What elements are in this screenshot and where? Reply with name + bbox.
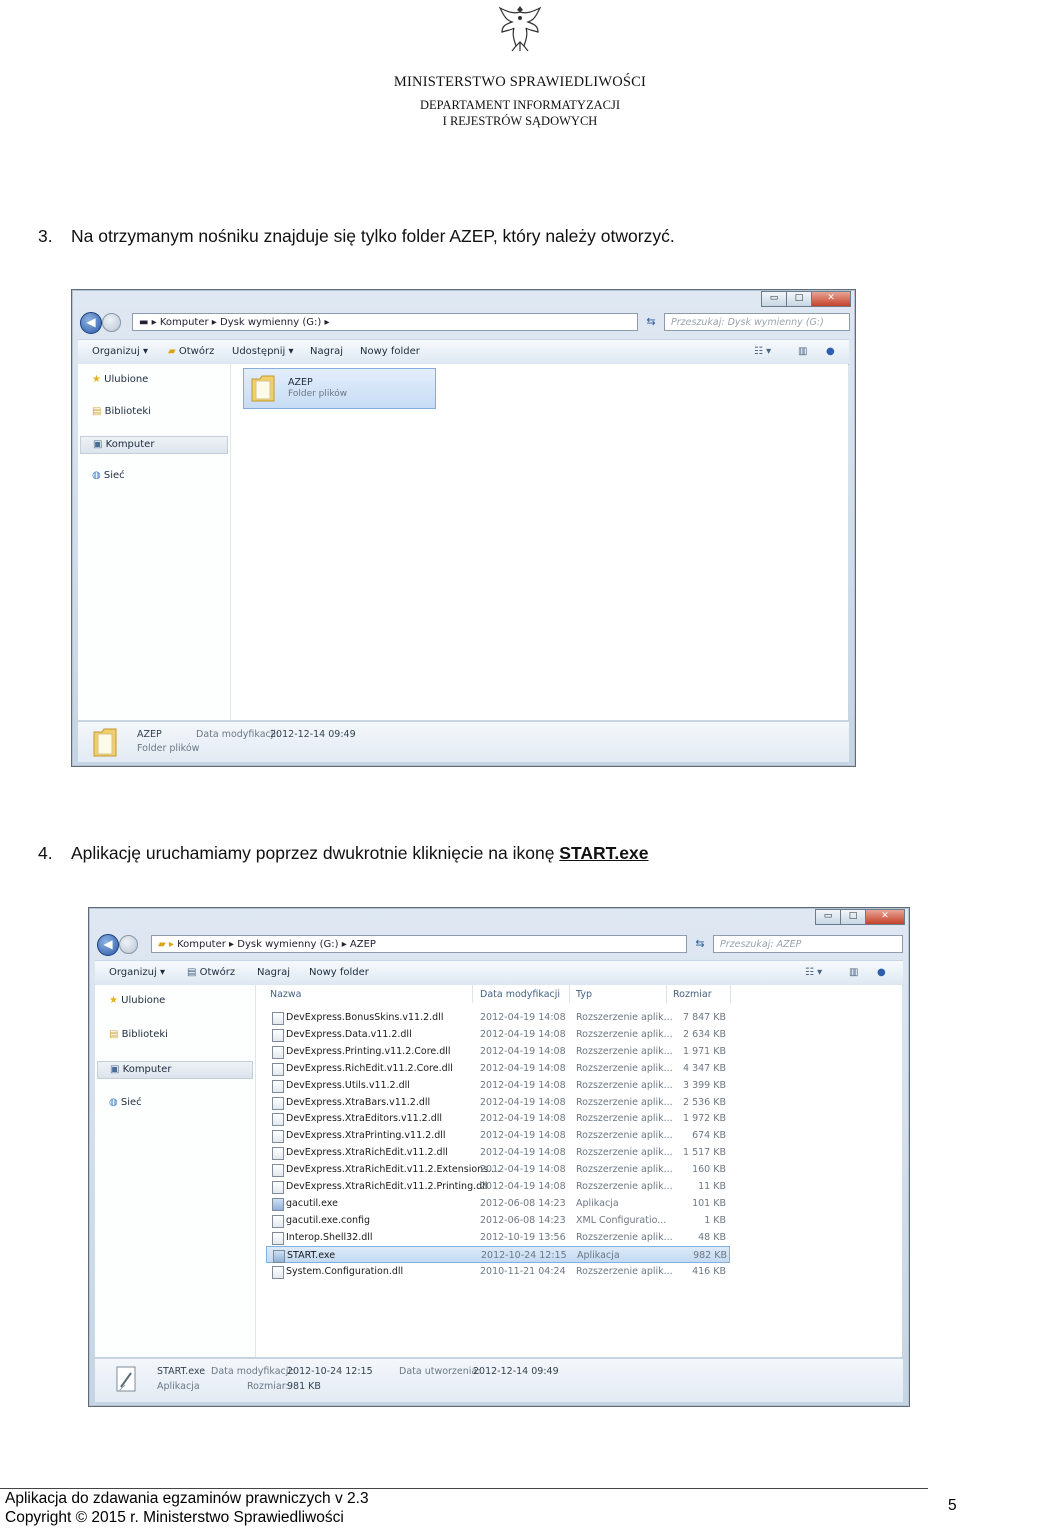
details-created-value: 2012-12-14 09:49 (473, 1366, 559, 1377)
file-row[interactable] (266, 1195, 730, 1212)
file-type: Rozszerzenie aplik... (576, 1079, 673, 1091)
nav-favorites[interactable]: ★ Ulubione (92, 374, 149, 385)
file-type: Rozszerzenie aplik... (576, 1062, 673, 1074)
file-date: 2010-11-21 04:24 (480, 1265, 566, 1277)
forward-arrow-icon[interactable] (119, 935, 138, 954)
view-options-icon[interactable]: ☷ ▾ (754, 346, 772, 357)
star-icon: ★ (92, 374, 105, 385)
maximize-button[interactable]: □ (840, 909, 866, 925)
step-4 (38, 843, 648, 864)
file-type: Rozszerzenie aplik... (576, 1147, 673, 1159)
refresh-icon[interactable]: ⇆ (646, 315, 656, 328)
file-type: Rozszerzenie aplik... (576, 1265, 673, 1277)
details-name: AZEP (137, 729, 162, 740)
file-icon (272, 1164, 284, 1177)
file-type: Rozszerzenie aplik... (576, 1181, 673, 1192)
file-name: DevExpress.BonusSkins.v11.2.dll (286, 1012, 444, 1023)
breadcrumb-drive[interactable]: Dysk wymienny (G:) (237, 939, 339, 950)
file-type: Rozszerzenie aplik... (576, 1045, 673, 1057)
file-name: gacutil.exe.config (286, 1214, 371, 1226)
file-icon (272, 1266, 284, 1279)
file-name: DevExpress.Printing.v11.2.Core.dll (286, 1045, 451, 1057)
nav-favorites[interactable]: ★ Ulubione (109, 995, 166, 1006)
file-icon (272, 1012, 284, 1025)
file-row[interactable] (266, 1060, 730, 1077)
back-arrow-icon[interactable]: ◀ (80, 312, 102, 334)
file-icon (272, 1080, 284, 1093)
file-name: System.Configuration.dll (286, 1265, 404, 1277)
file-size: 1 KB (704, 1214, 726, 1226)
file-date: 2012-04-19 14:08 (480, 1181, 566, 1192)
star-icon: ★ (109, 995, 122, 1006)
breadcrumb-computer[interactable]: Komputer (177, 939, 226, 950)
file-icon (272, 1181, 284, 1194)
nav-computer[interactable]: ▣ Komputer (80, 436, 228, 454)
file-icon (272, 1097, 284, 1110)
command-bar (95, 960, 903, 986)
file-size: 674 KB (692, 1130, 726, 1142)
new-folder-button[interactable]: Nowy folder (360, 346, 420, 357)
breadcrumb-drive[interactable]: Dysk wymienny (G:) (220, 317, 322, 328)
footer-copyright: Copyright © 2015 r. Ministerstwo Sprawiedliwości (5, 1509, 344, 1526)
breadcrumb-computer[interactable]: Komputer (159, 317, 209, 328)
address-bar[interactable]: ▬ ▸ Komputer ▸ Dysk wymienny (G:) ▸ (132, 313, 638, 331)
new-folder-button[interactable]: Nowy folder (309, 967, 369, 978)
navigation-pane (95, 985, 256, 1357)
nav-network[interactable]: ◍ Sieć (109, 1097, 142, 1108)
file-date: 2012-06-08 14:23 (480, 1197, 566, 1209)
details-created-label: Data utworzenia: (399, 1366, 481, 1377)
file-date: 2012-04-19 14:08 (480, 1028, 566, 1040)
file-date: 2012-06-08 14:23 (480, 1214, 566, 1226)
open-button[interactable]: ▰ Otwórz (168, 346, 215, 357)
file-row[interactable] (266, 1110, 730, 1127)
file-icon (272, 1063, 284, 1076)
organize-button[interactable]: Organizuj ▾ (92, 346, 148, 357)
explorer-window-drive (71, 289, 856, 767)
title-bar (89, 908, 909, 924)
search-input[interactable]: Przeszukaj: AZEP (713, 935, 903, 953)
folder-icon (250, 373, 276, 403)
polish-eagle-emblem-icon (496, 2, 544, 52)
file-row[interactable] (266, 1026, 730, 1043)
application-icon (272, 1198, 284, 1211)
open-button[interactable]: ▤ Otwórz (187, 967, 236, 978)
file-date: 2012-04-19 14:08 (480, 1164, 566, 1176)
maximize-button[interactable]: □ (786, 291, 812, 307)
file-date: 2012-04-19 14:08 (480, 1012, 566, 1023)
file-row[interactable] (266, 1043, 730, 1060)
library-icon: ▤ (92, 406, 105, 417)
start-exe-emphasis: START.exe (559, 843, 649, 863)
back-arrow-icon[interactable]: ◀ (97, 934, 119, 956)
department-line-1: DEPARTAMENT INFORMATYZACJI (419, 98, 620, 112)
share-button[interactable]: Udostępnij ▾ (232, 346, 294, 357)
file-icon (272, 1130, 284, 1143)
refresh-icon[interactable]: ⇆ (695, 937, 705, 950)
file-icon (272, 1215, 284, 1228)
command-bar (78, 339, 849, 365)
file-row[interactable] (266, 1144, 730, 1161)
details-name: START.exe (157, 1366, 206, 1377)
file-date: 2012-04-19 14:08 (480, 1096, 566, 1108)
details-type: Folder plików (137, 743, 200, 754)
breadcrumb-azep[interactable]: AZEP (349, 939, 376, 950)
library-icon: ▤ (109, 1029, 122, 1040)
file-size: 11 KB (698, 1181, 726, 1192)
file-row[interactable] (266, 1212, 730, 1229)
file-row[interactable] (266, 1263, 730, 1280)
file-row[interactable] (266, 1161, 730, 1178)
file-type: Aplikacja (577, 1249, 620, 1261)
file-icon (272, 1046, 284, 1059)
column-size[interactable]: Rozmiar (673, 989, 712, 1000)
folder-icon: ▰ ▸ (158, 939, 178, 950)
file-name: DevExpress.XtraBars.v11.2.dll (286, 1096, 431, 1108)
nav-libraries[interactable]: ▤ Biblioteki (109, 1029, 168, 1040)
organize-button[interactable]: Organizuj ▾ (109, 967, 165, 978)
file-date: 2012-04-19 14:08 (480, 1147, 566, 1159)
details-type: Aplikacja (157, 1381, 200, 1392)
step-number: 3. (38, 226, 53, 246)
file-name: DevExpress.XtraRichEdit.v11.2.Extensions.... (286, 1164, 501, 1176)
file-rows (266, 1009, 730, 1299)
file-name: START.exe (287, 1249, 336, 1261)
details-size-value: 981 KB (287, 1381, 321, 1392)
file-date: 2012-04-19 14:08 (480, 1130, 566, 1142)
application-icon (113, 1365, 139, 1395)
file-size: 982 KB (693, 1249, 727, 1261)
file-area (231, 364, 848, 720)
address-row (97, 934, 903, 954)
file-type: Aplikacja (576, 1197, 619, 1209)
file-date: 2012-04-19 14:08 (480, 1062, 566, 1074)
details-modified-value: 2012-12-14 09:49 (270, 729, 356, 740)
column-date[interactable]: Data modyfikacji (480, 989, 561, 1000)
preview-pane-icon[interactable]: ▥ (849, 967, 859, 978)
file-name: DevExpress.Utils.v11.2.dll (286, 1079, 410, 1091)
help-icon[interactable]: ● (826, 346, 835, 357)
file-date: 2012-10-24 12:15 (481, 1249, 567, 1261)
burn-button[interactable]: Nagraj (310, 346, 343, 357)
burn-button[interactable]: Nagraj (257, 967, 290, 978)
file-name: DevExpress.XtraEditors.v11.2.dll (286, 1113, 443, 1125)
file-row[interactable] (266, 1246, 730, 1263)
department-line-2: I REJESTRÓW SĄDOWYCH (442, 114, 598, 128)
details-pane (78, 721, 849, 762)
computer-icon: ▣ (110, 1064, 123, 1075)
step-text: Na otrzymanym nośniku znajduje się tylko folder AZEP, który należy otworzyć. (71, 226, 675, 246)
file-date: 2012-04-19 14:08 (480, 1045, 566, 1057)
file-row[interactable] (266, 1127, 730, 1144)
close-button[interactable]: ✕ (865, 909, 905, 925)
network-icon: ◍ (109, 1097, 121, 1108)
file-size: 4 347 KB (683, 1062, 726, 1074)
page-number: 5 (948, 1497, 957, 1514)
address-bar[interactable]: ▰ ▸ Komputer ▸ Dysk wymienny (G:) ▸ AZEP (151, 935, 687, 953)
file-row[interactable] (266, 1178, 730, 1195)
file-size: 2 634 KB (683, 1028, 726, 1040)
file-date: 2012-04-19 14:08 (480, 1079, 566, 1091)
file-name: DevExpress.RichEdit.v11.2.Core.dll (286, 1062, 453, 1074)
file-type: XML Configuratio... (576, 1214, 667, 1226)
folder-name: AZEP (288, 377, 313, 388)
file-name: gacutil.exe (286, 1197, 338, 1209)
file-row[interactable] (266, 1094, 730, 1111)
file-size: 2 536 KB (683, 1096, 726, 1108)
step-3 (38, 226, 675, 247)
nav-computer[interactable]: ▣ Komputer (97, 1061, 253, 1079)
explorer-window-azep (88, 907, 910, 1407)
computer-icon: ▣ (93, 439, 106, 450)
file-list (256, 985, 902, 1357)
nav-libraries[interactable]: ▤ Biblioteki (92, 406, 151, 417)
file-size: 101 KB (692, 1197, 726, 1209)
file-date: 2012-10-19 13:56 (480, 1231, 566, 1243)
footer-divider (0, 1488, 928, 1489)
network-icon: ◍ (92, 470, 104, 481)
file-icon (272, 1029, 284, 1042)
title-bar (72, 290, 855, 306)
file-icon (272, 1232, 284, 1245)
step-number: 4. (38, 843, 53, 863)
file-size: 48 KB (698, 1231, 726, 1243)
file-type: Rozszerzenie aplik... (576, 1028, 673, 1040)
view-options-icon[interactable]: ☷ ▾ (805, 967, 823, 978)
file-row[interactable] (266, 1229, 730, 1246)
details-modified-value: 2012-10-24 12:15 (287, 1366, 373, 1377)
file-size: 7 847 KB (683, 1012, 726, 1023)
file-type: Rozszerzenie aplik... (576, 1130, 673, 1142)
details-pane (95, 1358, 903, 1402)
file-name: Interop.Shell32.dll (286, 1231, 373, 1243)
file-name: DevExpress.XtraPrinting.v11.2.dll (286, 1130, 446, 1142)
search-input[interactable]: Przeszukaj: Dysk wymienny (G:) (664, 313, 850, 331)
minimize-button[interactable]: ▭ (761, 291, 787, 307)
file-row[interactable] (266, 1077, 730, 1094)
step-text: Aplikację uruchamiamy poprzez dwukrotnie kliknięcie na ikonę (71, 843, 560, 863)
footer-app-title: Aplikacja do zdawania egzaminów prawniczych v 2.3 (5, 1490, 369, 1507)
details-modified-label: Data modyfikacji: (196, 729, 280, 740)
drive-icon: ▬ ▸ (139, 317, 160, 328)
file-name: DevExpress.XtraRichEdit.v11.2.dll (286, 1147, 448, 1159)
file-type: Rozszerzenie aplik... (576, 1096, 673, 1108)
open-icon: ▤ (187, 967, 200, 978)
ministry-name: MINISTERSTWO SPRAWIEDLIWOŚCI (393, 74, 647, 90)
folder-tile-azep[interactable] (243, 368, 436, 409)
navigation-pane (78, 364, 231, 720)
column-type[interactable]: Typ (576, 989, 592, 1000)
column-name[interactable]: Nazwa (270, 989, 302, 1000)
file-name: DevExpress.XtraRichEdit.v11.2.Printing.dll (286, 1181, 488, 1192)
file-size: 3 399 KB (683, 1079, 726, 1091)
file-type: Rozszerzenie aplik... (576, 1231, 673, 1243)
close-button[interactable]: ✕ (811, 291, 851, 307)
folder-icon (92, 726, 118, 758)
folder-open-icon: ▰ (168, 346, 179, 357)
file-size: 1 972 KB (683, 1113, 726, 1125)
file-size: 1 517 KB (683, 1147, 726, 1159)
nav-network[interactable]: ◍ Sieć (92, 470, 125, 481)
application-icon (273, 1250, 285, 1263)
file-icon (272, 1113, 284, 1126)
file-size: 1 971 KB (683, 1045, 726, 1057)
details-modified-label: Data modyfikacji: (211, 1366, 295, 1377)
file-date: 2012-04-19 14:08 (480, 1113, 566, 1125)
file-icon (272, 1147, 284, 1160)
file-name: DevExpress.Data.v11.2.dll (286, 1028, 412, 1040)
help-icon[interactable]: ● (877, 967, 886, 978)
preview-pane-icon[interactable]: ▥ (798, 346, 808, 357)
file-size: 160 KB (692, 1164, 726, 1176)
folder-type: Folder plików (288, 389, 348, 399)
file-type: Rozszerzenie aplik... (576, 1012, 673, 1023)
minimize-button[interactable]: ▭ (815, 909, 841, 925)
file-row[interactable] (266, 1009, 730, 1026)
address-row (80, 312, 849, 332)
file-type: Rozszerzenie aplik... (576, 1113, 673, 1125)
file-size: 416 KB (692, 1265, 726, 1277)
details-size-label: Rozmiar: (247, 1381, 289, 1392)
forward-arrow-icon[interactable] (102, 313, 121, 332)
file-type: Rozszerzenie aplik... (576, 1164, 673, 1176)
